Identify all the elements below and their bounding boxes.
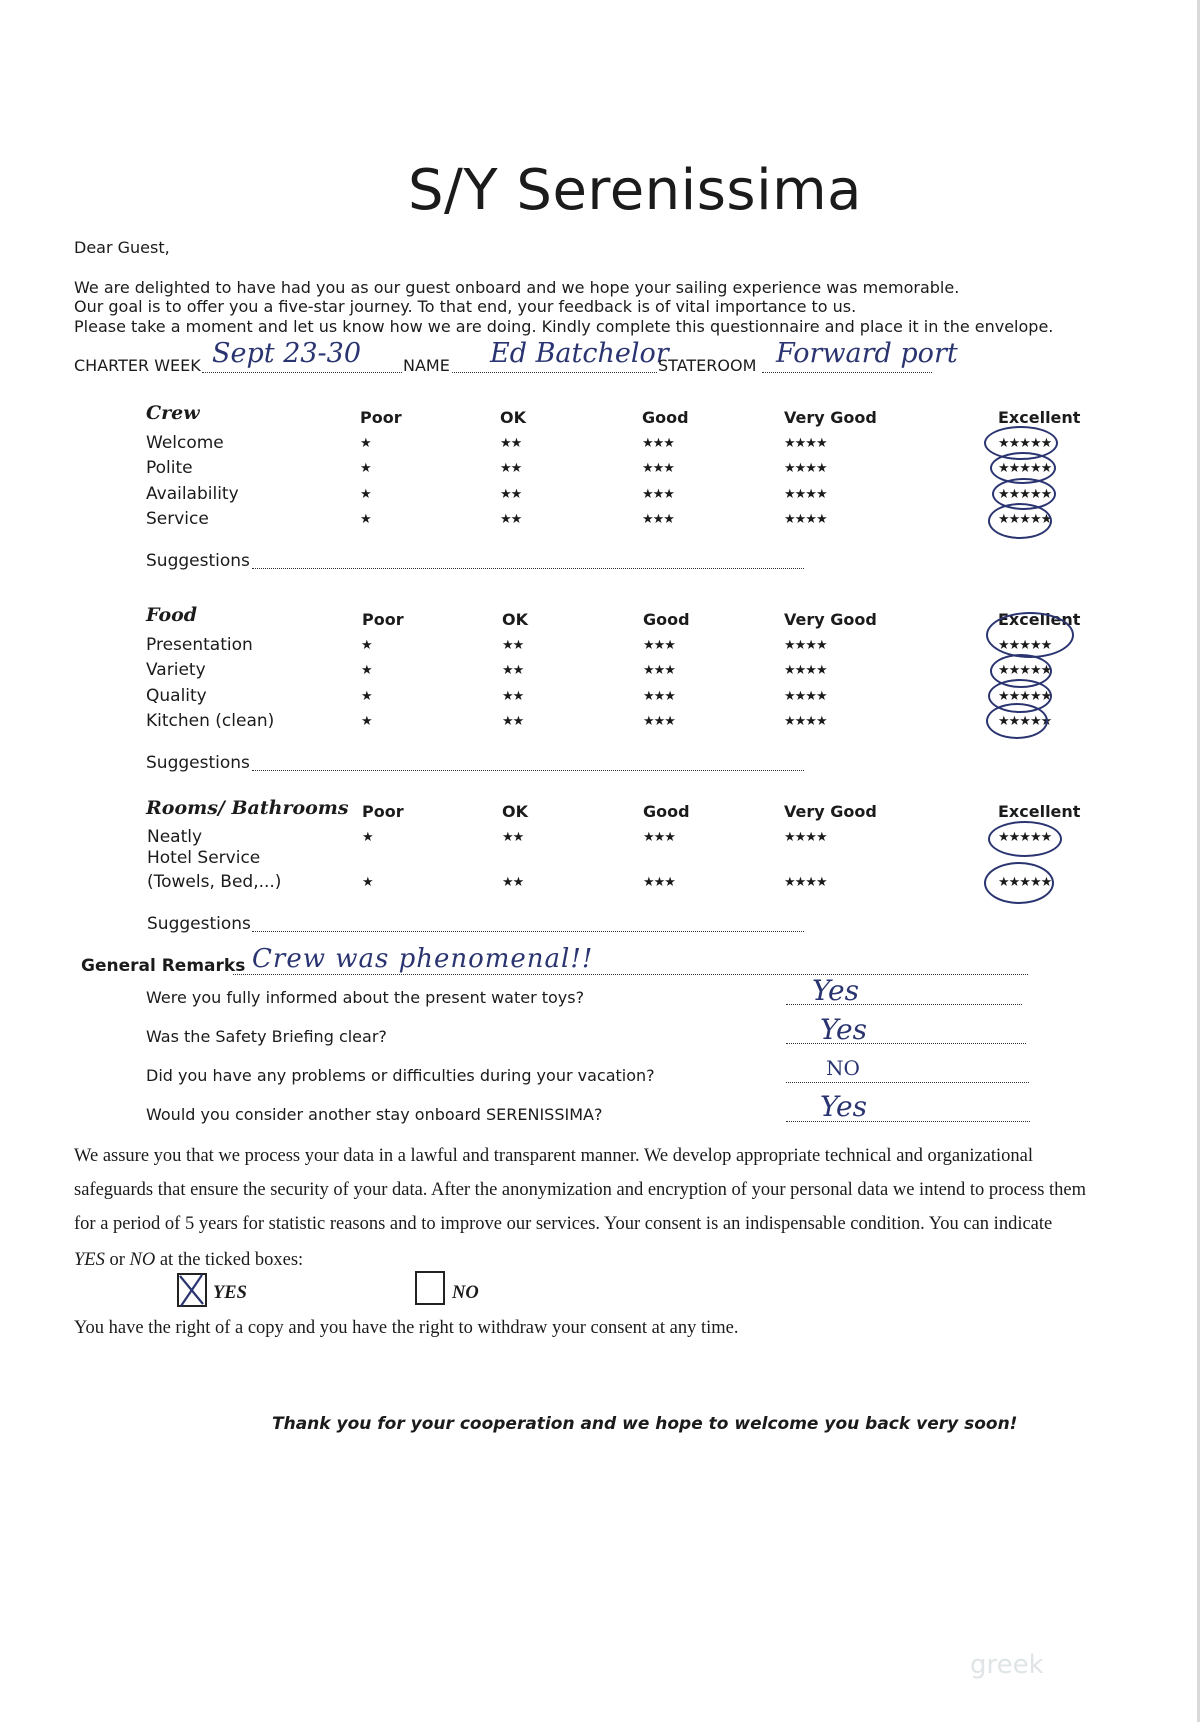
selection-circle [986, 703, 1048, 739]
rating-ok[interactable]: ★★ [500, 436, 522, 451]
question-water-toys: Were you fully informed about the present water toys? [146, 988, 585, 1007]
rating-ok[interactable]: ★★ [502, 875, 524, 890]
col-good: Good [643, 610, 690, 629]
rating-poor[interactable]: ★ [360, 487, 371, 502]
intro-line-3: Please take a moment and let us know how we are doing. Kindly complete this questionnaire and place it in the envelope. [74, 317, 1054, 336]
rating-very-good[interactable]: ★★★★ [784, 663, 827, 678]
suggestions-label: Suggestions [146, 551, 250, 571]
stateroom-label: STATEROOM [658, 356, 757, 375]
answer-water-toys[interactable]: Yes [812, 974, 859, 1007]
row-label-quality: Quality [146, 686, 207, 706]
rating-good[interactable]: ★★★ [642, 512, 674, 527]
col-very-good: Very Good [784, 408, 877, 427]
row-label-availability: Availability [146, 484, 239, 504]
consent-yes-checkbox[interactable] [177, 1273, 207, 1307]
consent-no-label: NO [452, 1283, 479, 1303]
col-very-good: Very Good [784, 802, 877, 821]
charter-week-label: CHARTER WEEK [74, 356, 201, 375]
col-ok: OK [500, 408, 526, 427]
consent-no-checkbox[interactable] [415, 1271, 445, 1305]
row-label-presentation: Presentation [146, 635, 253, 655]
watermark-logo: greek [970, 1650, 1044, 1680]
rating-excellent[interactable]: ★★★★★ [998, 638, 1052, 653]
privacy-line-4: YES or NO at the ticked boxes: [74, 1250, 304, 1270]
col-ok: OK [502, 610, 528, 629]
intro-line-2: Our goal is to offer you a five-star journey. To that end, your feedback is of vital importance to us. [74, 297, 857, 316]
rating-poor[interactable]: ★ [362, 830, 373, 845]
consent-yes-label: YES [213, 1283, 247, 1303]
question-problems: Did you have any problems or difficulties during your vacation? [146, 1066, 655, 1085]
row-label-towels-bed: (Towels, Bed,...) [147, 872, 282, 892]
col-good: Good [643, 802, 690, 821]
suggestions-field[interactable] [252, 568, 804, 569]
rating-good[interactable]: ★★★ [642, 436, 674, 451]
selection-circle [988, 821, 1062, 857]
general-remarks-label: General Remarks [81, 956, 246, 976]
col-poor: Poor [360, 408, 402, 427]
rating-good[interactable]: ★★★ [643, 638, 675, 653]
rating-good[interactable]: ★★★ [643, 875, 675, 890]
rating-excellent[interactable]: ★★★★★ [998, 436, 1052, 451]
rating-excellent[interactable]: ★★★★★ [998, 461, 1052, 476]
row-label-variety: Variety [146, 660, 206, 680]
rating-ok[interactable]: ★★ [500, 512, 522, 527]
general-remarks-field[interactable]: Crew was phenomenal!! [252, 944, 594, 974]
rating-poor[interactable]: ★ [361, 714, 372, 729]
charter-week-field[interactable]: Sept 23-30 [212, 338, 362, 369]
greeting: Dear Guest, [74, 238, 170, 257]
selection-circle [988, 503, 1052, 539]
rating-poor[interactable]: ★ [360, 512, 371, 527]
privacy-line-3: for a period of 5 years for statistic reasons and to improve our services. Your consent is an indispensable condition. You can indicate [74, 1214, 1053, 1234]
rating-good[interactable]: ★★★ [643, 714, 675, 729]
col-poor: Poor [362, 610, 404, 629]
row-label-service: Service [146, 509, 209, 529]
rating-good[interactable]: ★★★ [642, 461, 674, 476]
rating-excellent[interactable]: ★★★★★ [998, 512, 1052, 527]
rating-very-good[interactable]: ★★★★ [784, 875, 827, 890]
suggestions-field[interactable] [252, 931, 804, 932]
section-title: Rooms/ Bathrooms [146, 797, 349, 819]
suggestions-label: Suggestions [146, 753, 250, 773]
answer-another-stay[interactable]: Yes [820, 1090, 867, 1123]
col-poor: Poor [362, 802, 404, 821]
row-label-kitchen: Kitchen (clean) [146, 711, 275, 731]
stateroom-field[interactable]: Forward port [776, 338, 958, 369]
section-title: Food [146, 604, 198, 626]
col-excellent: Excellent [998, 408, 1081, 427]
name-label: NAME [403, 356, 450, 375]
selection-circle [984, 862, 1054, 904]
rating-ok[interactable]: ★★ [502, 638, 524, 653]
checkmark-x-icon [177, 1273, 207, 1307]
suggestions-field[interactable] [252, 770, 804, 771]
row-label-polite: Polite [146, 458, 193, 478]
rating-excellent[interactable]: ★★★★★ [998, 663, 1052, 678]
rating-ok[interactable]: ★★ [502, 830, 524, 845]
rating-very-good[interactable]: ★★★★ [784, 830, 827, 845]
row-label-welcome: Welcome [146, 433, 224, 453]
col-very-good: Very Good [784, 610, 877, 629]
rating-excellent[interactable]: ★★★★★ [998, 487, 1052, 502]
rating-poor[interactable]: ★ [362, 875, 373, 890]
privacy-line-2: safeguards that ensure the security of your data. After the anonymization and encryption of your personal data we intend to process them [74, 1180, 1087, 1200]
rating-poor[interactable]: ★ [360, 461, 371, 476]
question-another-stay: Would you consider another stay onboard SERENISSIMA? [146, 1105, 603, 1124]
rating-ok[interactable]: ★★ [500, 487, 522, 502]
rating-excellent[interactable]: ★★★★★ [998, 714, 1052, 729]
rating-very-good[interactable]: ★★★★ [784, 714, 827, 729]
rating-good[interactable]: ★★★ [643, 663, 675, 678]
name-field[interactable]: Ed Batchelor [490, 338, 669, 369]
rating-very-good[interactable]: ★★★★ [784, 461, 827, 476]
rating-very-good[interactable]: ★★★★ [784, 487, 827, 502]
thank-you-message: Thank you for your cooperation and we hope to welcome you back very soon! [272, 1414, 1018, 1434]
rating-excellent[interactable]: ★★★★★ [998, 689, 1052, 704]
answer-safety-briefing[interactable]: Yes [820, 1013, 867, 1046]
page-title: S/Y Serenissima [408, 158, 862, 223]
rating-ok[interactable]: ★★ [502, 663, 524, 678]
rating-excellent[interactable]: ★★★★★ [998, 875, 1052, 890]
rating-ok[interactable]: ★★ [502, 689, 524, 704]
col-excellent: Excellent [998, 802, 1081, 821]
rating-good[interactable]: ★★★ [642, 487, 674, 502]
rating-good[interactable]: ★★★ [643, 830, 675, 845]
row-label-hotel-service: Hotel Service [147, 848, 261, 868]
col-ok: OK [502, 802, 528, 821]
privacy-line-1: We assure you that we process your data in a lawful and transparent manner. We develop appropriate technical and organizational [74, 1146, 1034, 1166]
section-title: Crew [146, 402, 200, 424]
row-label-neatly: Neatly [147, 827, 203, 847]
copy-right-text: You have the right of a copy and you have the right to withdraw your consent at any time. [74, 1318, 739, 1338]
rating-very-good[interactable]: ★★★★ [784, 638, 827, 653]
rating-poor[interactable]: ★ [361, 638, 372, 653]
rating-very-good[interactable]: ★★★★ [784, 512, 827, 527]
rating-poor[interactable]: ★ [360, 436, 371, 451]
suggestions-label: Suggestions [147, 914, 251, 934]
question-safety-briefing: Was the Safety Briefing clear? [146, 1027, 387, 1046]
rating-excellent[interactable]: ★★★★★ [998, 830, 1052, 845]
rating-poor[interactable]: ★ [361, 689, 372, 704]
rating-ok[interactable]: ★★ [502, 714, 524, 729]
col-good: Good [642, 408, 689, 427]
selection-circle [986, 612, 1074, 658]
rating-ok[interactable]: ★★ [500, 461, 522, 476]
rating-good[interactable]: ★★★ [643, 689, 675, 704]
answer-problems[interactable]: NO [826, 1056, 860, 1080]
rating-very-good[interactable]: ★★★★ [784, 689, 827, 704]
rating-very-good[interactable]: ★★★★ [784, 436, 827, 451]
intro-line-1: We are delighted to have had you as our guest onboard and we hope your sailing experience was memorable. [74, 278, 960, 297]
rating-poor[interactable]: ★ [361, 663, 372, 678]
col-excellent: Excellent [998, 610, 1081, 629]
